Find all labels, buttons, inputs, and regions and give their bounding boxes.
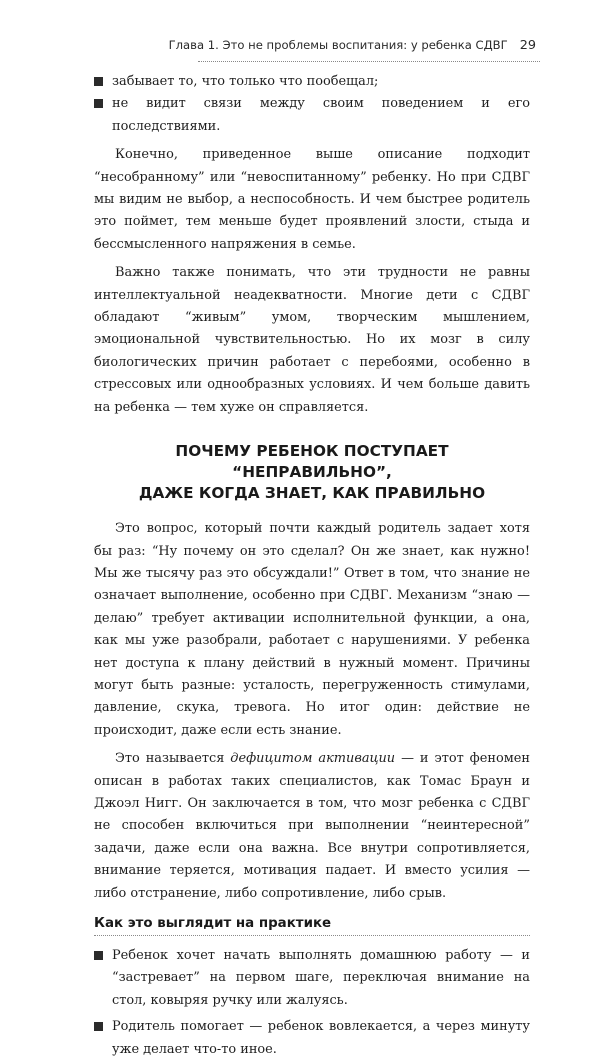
square-bullet-icon [94,99,103,108]
chapter-title: Глава 1. Это не проблемы воспитания: у ребенка СДВГ [168,38,508,52]
bullet-list-practice [94,945,530,1061]
emphasized-term: дефицитом активации [230,751,396,767]
list-item-text: Ребенок хочет начать выполнять домашнюю работу — и “застревает” на первом шаге, переключая внимание на стол, ковыряя ручку или жалуясь. [112,948,530,1008]
list-item-text: забывает то, что только что пообещал; [112,74,379,89]
list-item [94,945,530,1012]
list-item [94,93,530,138]
subheading-divider [94,935,530,936]
square-bullet-icon [94,1022,103,1031]
paragraph: Конечно, приведенное выше описание подходит “несобранному” или “невоспитанному” ребенку. Но при СДВГ мы видим не выбор, а неспособность. И чем быстрее родитель это поймет, тем меньше будет проявлений злости, стыда и бессмысленного напряжения в семье. [94,147,530,252]
header-divider [198,61,540,62]
list-item [94,1016,530,1061]
square-bullet-icon [94,77,103,86]
bullet-list-top [94,71,530,138]
paragraph [94,748,530,905]
list-item-text: Родитель помогает — ребенок вовлекается, а через минуту уже делает что-то иное. [112,1019,530,1057]
page-body [94,71,530,1061]
page-number: 29 [519,38,536,53]
paragraph-text: — и этот феномен описан в работах таких специалистов, как Томас Браун и Джоэл Нигг. Он заключается в том, что мозг ребенка с СДВГ не способен включиться при выполнении “неинтересной” задачи, даже если она важна. Все внутри сопротивляется, внимание теряется, мотивация падает. И вместо усилия — либо отстранение, либо сопротивление, либо срыв. [94,751,531,901]
running-header [0,36,536,55]
section-heading [94,441,530,504]
list-item [94,71,530,93]
subheading: Как это выглядит на практике [94,916,332,931]
square-bullet-icon [94,951,103,960]
list-item-text: не видит связи между своим поведением и его последствиями. [112,96,530,134]
section-heading-line: ПОЧЕМУ РЕБЕНОК ПОСТУПАЕТ “НЕПРАВИЛЬНО”, [175,442,449,482]
paragraph: Это вопрос, который почти каждый родитель задает хотя бы раз: “Ну почему он это сделал? Он же знает, как нужно! Мы же тысячу раз это обсуждали!” Ответ в том, что знание не означает выполнение, особенно при СДВГ. Механизм “знаю — делаю” требует активации исполнительной функции, а она, как мы уже разобрали, работает с нарушениями. У ребенка нет доступа к плану действий в нужный момент. Причины могут быть разные: усталость, перегруженность стимулами, давление, скука, тревога. Но итог один: действие не происходит, даже если есть знание. [94,521,530,738]
paragraph-text: Это называется [115,751,231,767]
section-heading-line: ДАЖЕ КОГДА ЗНАЕТ, КАК ПРАВИЛЬНО [138,484,486,503]
paragraph: Важно также понимать, что эти трудности не равны интеллектуальной неадекватности. Многие дети с СДВГ обладают “живым” умом, творческим мышлением, эмоциональной чувствительностью. Но их мозг в силу биологических причин работает с перебоями, особенно в стрессовых или однообразных условиях. И чем больше давить на ребенка — тем хуже он справляется. [94,265,530,415]
